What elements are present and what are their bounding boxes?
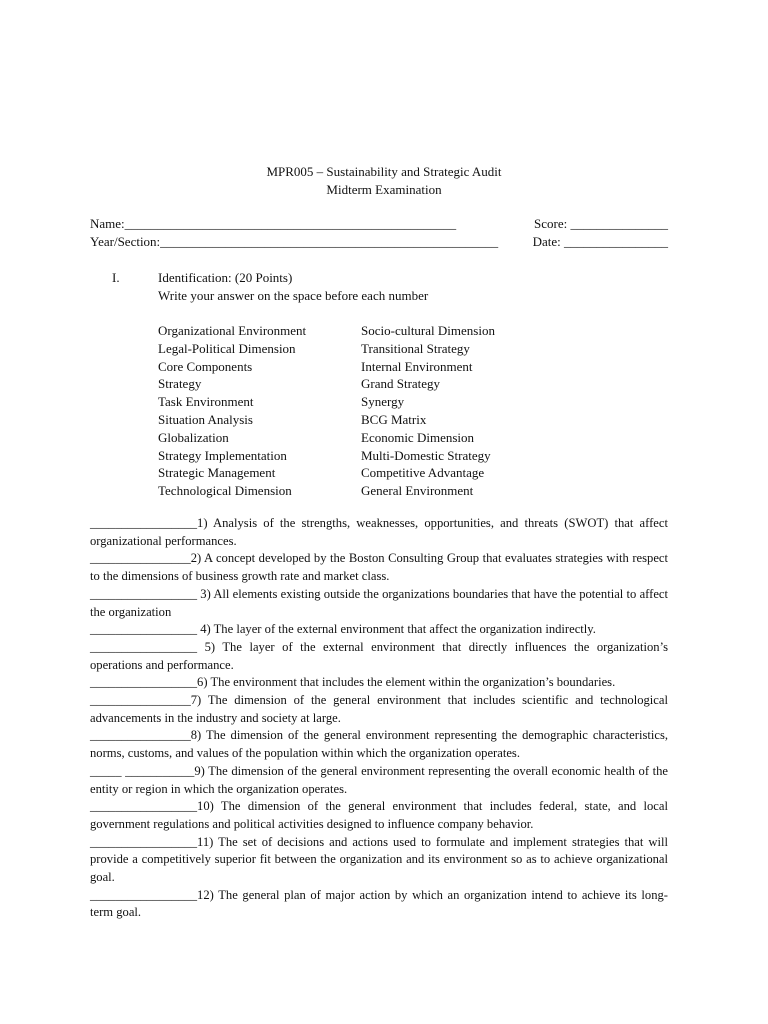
choice-item: Legal-Political Dimension — [158, 340, 296, 356]
choice-item: Competitive Advantage — [361, 465, 485, 481]
question-list — [90, 515, 668, 922]
choice-item: Multi-Domestic Strategy — [361, 447, 491, 463]
choice-item: Task Environment — [158, 394, 254, 410]
choice-item: Transitional Strategy — [361, 340, 470, 356]
choice-item: Strategy — [158, 376, 202, 392]
name-field: Name:___________________________________________________ — [90, 216, 457, 231]
section-instruction: Write your answer on the space before each number — [158, 288, 429, 303]
choices-column-2 — [361, 322, 495, 500]
choice-item: Situation Analysis — [158, 411, 253, 427]
choice-item: Economic Dimension — [361, 429, 475, 445]
question-item: _____ ___________9) The dimension of the general environment representing the overall economic health of the entity or region in which the organization operates. — [90, 763, 668, 796]
choice-item: Synergy — [361, 394, 405, 410]
choice-item: Grand Strategy — [361, 376, 441, 392]
choice-item: Strategic Management — [158, 465, 276, 481]
question-item: _________________ 3) All elements existing outside the organizations boundaries that have the potential to affect the organization — [90, 586, 668, 619]
choices-column-1 — [158, 322, 306, 500]
question-item: _________________1) Analysis of the strengths, weaknesses, opportunities, and threats (SWOT) that affect organizational performances. — [90, 516, 668, 548]
question-item: _________________ 5) The layer of the external environment that directly influences the organization’s operations and performance. — [90, 639, 668, 672]
question-item: _________________10) The dimension of the general environment that includes federal, state, and local government regulations and political activities designed to influence company behavior. — [90, 799, 668, 831]
choice-item: Technological Dimension — [158, 483, 292, 499]
question-item: ________________8) The dimension of the general environment representing the demographic characteristics, norms, customs, and values of the population within which the organization operates. — [90, 728, 668, 761]
score-field: Score: _______________ — [534, 216, 668, 231]
choice-item: Internal Environment — [361, 358, 473, 374]
exam-course-title: MPR005 – Sustainability and Strategic Audit — [266, 164, 502, 179]
question-item: ________________7) The dimension of the general environment that includes scientific and technological advancements in the industry and society at large. — [90, 693, 668, 725]
choice-item: Strategy Implementation — [158, 447, 287, 463]
choice-item: Organizational Environment — [158, 323, 307, 338]
question-item: _________________11) The set of decisions and actions used to formulate and implement strategies that will provide a competitively superior fit between the organization and its environment so as to achieve organizational goal. — [90, 834, 668, 885]
exam-type-title: Midterm Examination — [326, 182, 442, 197]
date-field: Date: ________________ — [532, 234, 668, 249]
choice-item: Globalization — [158, 429, 229, 445]
choice-item: General Environment — [361, 483, 474, 499]
section-title: Identification: (20 Points) — [158, 270, 293, 285]
question-item: ________________2) A concept developed by the Boston Consulting Group that evaluates strategies with respect to the dimensions of business growth rate and market class. — [90, 551, 668, 584]
year-section-field: Year/Section:____________________________________________________ — [90, 234, 499, 249]
choice-item: Core Components — [158, 358, 253, 374]
section-number: I. — [112, 270, 120, 285]
question-item: _________________12) The general plan of major action by which an organization intend to achieve its long-term goal. — [90, 887, 668, 920]
question-item: _________________6) The environment that includes the element within the organization’s boundaries. — [90, 675, 616, 690]
choice-item: BCG Matrix — [361, 411, 427, 427]
question-item: _________________ 4) The layer of the external environment that affect the organization indirectly. — [90, 622, 596, 637]
choice-item: Socio-cultural Dimension — [361, 323, 495, 338]
